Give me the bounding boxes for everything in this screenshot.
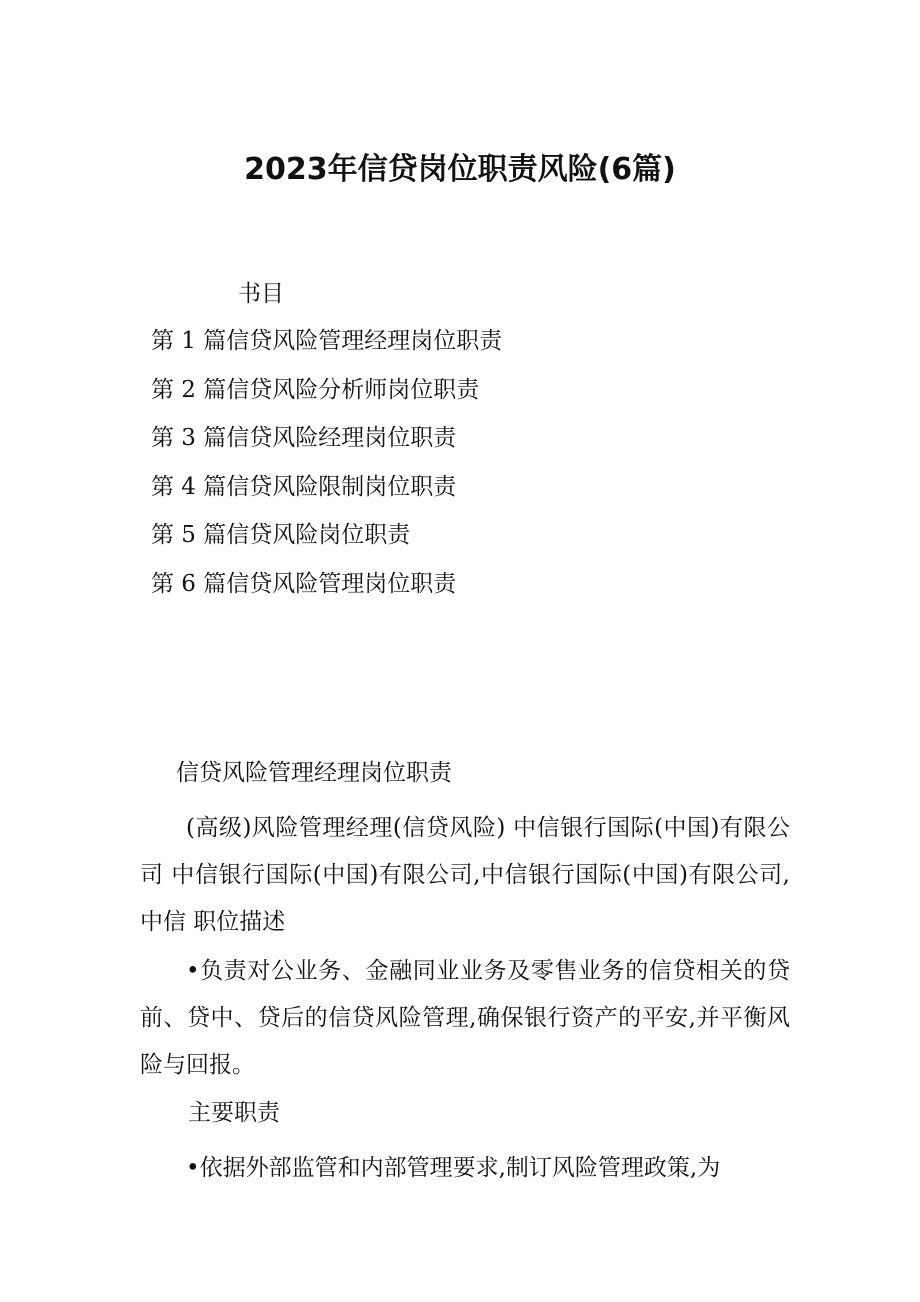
subheading-main-duties: 主要职责 (188, 1100, 280, 1126)
toc-item: 第 3 篇信贷风险经理岗位职责 (151, 425, 457, 451)
table-of-contents (151, 325, 502, 616)
toc-item: 第 5 篇信贷风险岗位职责 (151, 522, 411, 548)
toc-heading: 书目 (238, 281, 284, 307)
document-title: 2023年信贷岗位职责风险(6篇) (244, 152, 676, 187)
paragraph-job-description: •负责对公业务、金融同业业务及零售业务的信贷相关的贷前、贷中、贷后的信贷风险管理,确保银行资产的平安,并平衡风险与回报。 (140, 958, 790, 1078)
toc-item: 第 6 篇信贷风险管理岗位职责 (151, 570, 457, 597)
toc-item: 第 4 篇信贷风险限制岗位职责 (151, 473, 457, 500)
paragraph-position-intro: (高级)风险管理经理(信贷风险) 中信银行国际(中国)有限公司 中信银行国际(中国)有限公司,中信银行国际(中国)有限公司,中信 职位描述 (140, 815, 790, 935)
paragraph-duty-item: •依据外部监管和内部管理要求,制订风险管理政策,为 (186, 1155, 721, 1181)
section-heading: 信贷风险管理经理岗位职责 (176, 760, 452, 786)
toc-item: 第 2 篇信贷风险分析师岗位职责 (151, 376, 480, 403)
toc-item: 第 1 篇信贷风险管理经理岗位职责 (151, 328, 503, 354)
